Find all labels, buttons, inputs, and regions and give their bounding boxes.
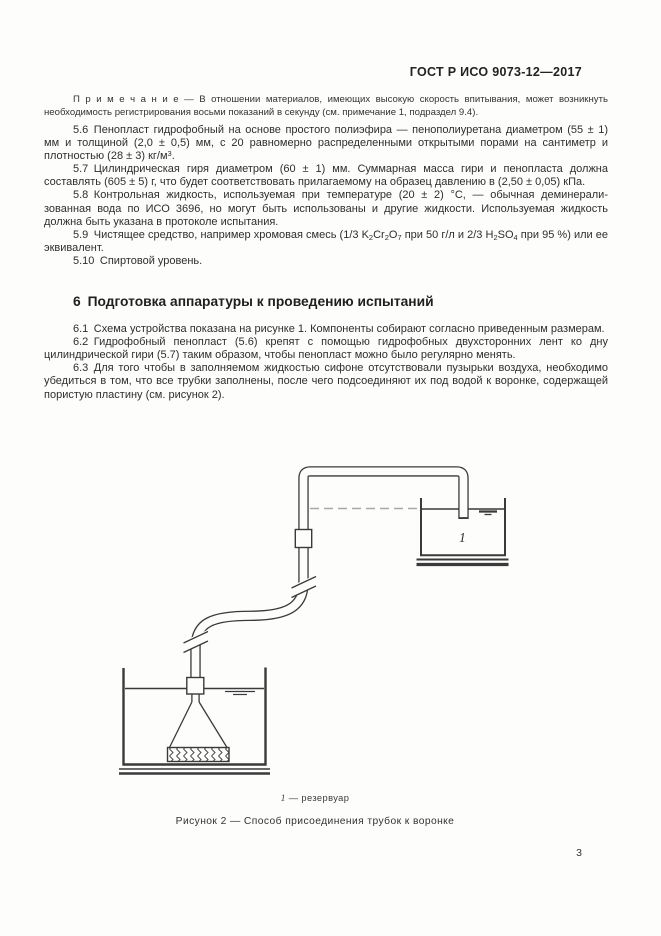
paragraph-5-7: 5.7 Цилиндрическая гиря диаметром (60 ± 1) мм. Суммарная масса гири и пенопласта должна составлять (605 ± 5) г, что будет соответствовать прилагаемому на образец давлению в (2,50 ± 0,05) кПа. (44, 163, 608, 189)
reservoir-label: 1 (459, 530, 466, 545)
page-number: 3 (576, 847, 582, 859)
paragraph-6-1: 6.1 Схема устройства показана на рисунке 1. Компоненты собирают согласно приведенным размерам. (73, 323, 605, 336)
funnel-coupling (187, 678, 204, 695)
section-6-heading: 6 Подготовка аппаратуры к проведению испытаний (73, 294, 434, 310)
tube-coupling-upper (295, 530, 311, 548)
porous-plate (168, 748, 230, 762)
figure-legend (15, 793, 615, 804)
paragraph-6-3: 6.3 Для того чтобы в заполняемом жидкостью сифоне отсутствовали пузырьки воздуха, необходимо убедиться в том, что все трубки заполнены, после чего подсоединяют их под водой к воронке, содержащей пористую пластину (см. рисунок 2). (44, 362, 608, 401)
paragraph-5-8: 5.8 Контрольная жидкость, используемая при температуре (20 ± 2) °С, — обычная деминерализованная вода по ИСО 3696, но могут быть использованы и другие жидкости. Используемая жидкость должна быть указана в протоколе испытания. (44, 189, 608, 228)
funnel (168, 690, 230, 762)
siphon-tube (196, 471, 464, 681)
figure-caption: Рисунок 2 — Способ присоединения трубок к воронке (175, 816, 455, 827)
paragraph-5-6: 5.6 Пенопласт гидрофобный на основе простого полиэфира — пенополиуретана диаметром (55 ± 1) мм и толщиной (2,0 ± 0,5) мм, с 20 равномерно распределенными открытыми порами на сантиметр и плотностью (28 ± 3) $кг/м^3$. (44, 124, 608, 163)
legend-item-text: — резервуар (285, 793, 350, 803)
paragraph-5-10: 5.10 Спиртовой уровень. (73, 254, 203, 267)
siphon-tube-core (196, 471, 464, 681)
note-paragraph: П р и м е ч а н и е — В отношении материалов, имеющих высокую скорость впитывания, может возникнуть необходимость регистрирования восьми показаний в секунду (см. примечание 1, подраздел 9.4). (44, 94, 608, 118)
text-content (44, 93, 608, 402)
standard-code-header: ГОСТ Р ИСО 9073-12—2017 (409, 65, 582, 79)
legend-item-number: 1 (280, 794, 286, 804)
siphon-tube-outline (196, 471, 464, 681)
paragraph-5-9: 5.9 Чистящее средство, например хромовая смесь (1/3 $K_2Cr_2O_7$ при 50 г/л и 2/3 $H_2SO_4$ при 95 %) или ее эквивалент. (44, 228, 608, 254)
paragraph-6-2: 6.2 Гидрофобный пенопласт (5.6) крепят с помощью гидрофобных двухсторонних лент ко дну цилиндрической гири (5.7) таким образом, чтобы пенопласт можно было регулярно менять. (44, 336, 608, 362)
figure-2-diagram (0, 440, 661, 790)
